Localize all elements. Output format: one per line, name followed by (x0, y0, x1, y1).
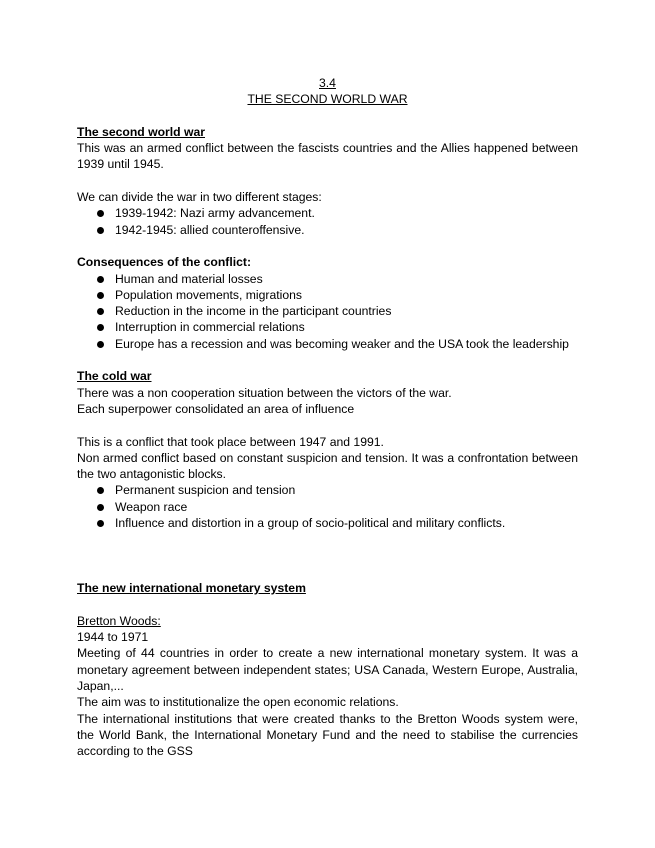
bretton-woods-years: 1944 to 1971 (77, 630, 149, 645)
bullet-icon (97, 276, 104, 283)
list-item: Influence and distortion in a group of socio-political and military conflicts. (77, 515, 578, 531)
section-number: 3.4 (319, 76, 336, 90)
list-item: Human and material losses (77, 271, 578, 287)
coldwar-line-2: Each superpower consolidated an area of influence (77, 401, 355, 416)
bullet-icon (97, 520, 104, 527)
list-item: 1942-1945: allied counteroffensive. (77, 222, 578, 238)
page-title: THE SECOND WORLD WAR (247, 92, 408, 107)
bullet-icon (97, 324, 104, 331)
consequences-list (77, 271, 578, 352)
coldwar-line-3: This is a conflict that took place between 1947 and 1991. (77, 434, 384, 449)
list-item: Population movements, migrations (77, 287, 578, 303)
coldwar-list (77, 482, 578, 531)
ww2-description: This was an armed conflict between the fascists countries and the Allies happened between 1939 until 1945. (77, 141, 578, 172)
coldwar-line-4: Non armed conflict based on constant suspicion and tension. It was a confrontation between the two antagonistic blocks. (77, 450, 578, 482)
bullet-icon (97, 210, 104, 217)
stages-intro: We can divide the war in two different stages: (77, 190, 322, 205)
monetary-para-2: The aim was to institutionalize the open economic relations. (77, 695, 399, 710)
list-item: Europe has a recession and was becoming weaker and the USA took the leadership (77, 336, 578, 352)
list-item: 1939-1942: Nazi army advancement. (77, 205, 578, 221)
bullet-icon (97, 341, 104, 348)
heading-cold-war: The cold war (77, 369, 152, 384)
monetary-para-1: Meeting of 44 countries in order to create a new international monetary system. It was a monetary agreement between independent states; USA Canada, Western Europe, Australia, Japan,... (77, 646, 578, 693)
coldwar-line-1: There was a non cooperation situation between the victors of the war. (77, 385, 452, 400)
bullet-icon (97, 227, 104, 234)
bullet-icon (97, 504, 104, 511)
list-item: Weapon race (77, 499, 578, 515)
subheading-bretton-woods: Bretton Woods: (77, 613, 161, 628)
list-item: Reduction in the income in the participant countries (77, 303, 578, 319)
monetary-para-3: The international institutions that were created thanks to the Bretton Woods system were, the World Bank, the International Monetary Fund and the need to stabilise the currencies according to the GSS (77, 711, 578, 759)
bullet-icon (97, 308, 104, 315)
list-item: Permanent suspicion and tension (77, 482, 578, 498)
stages-list (77, 205, 578, 238)
heading-consequences: Consequences of the conflict: (77, 255, 252, 270)
document-page (77, 75, 578, 759)
bullet-icon (97, 292, 104, 299)
heading-second-world-war: The second world war (77, 124, 205, 139)
bullet-icon (97, 487, 104, 494)
heading-monetary-system: The new international monetary system (77, 581, 306, 596)
list-item: Interruption in commercial relations (77, 319, 578, 335)
